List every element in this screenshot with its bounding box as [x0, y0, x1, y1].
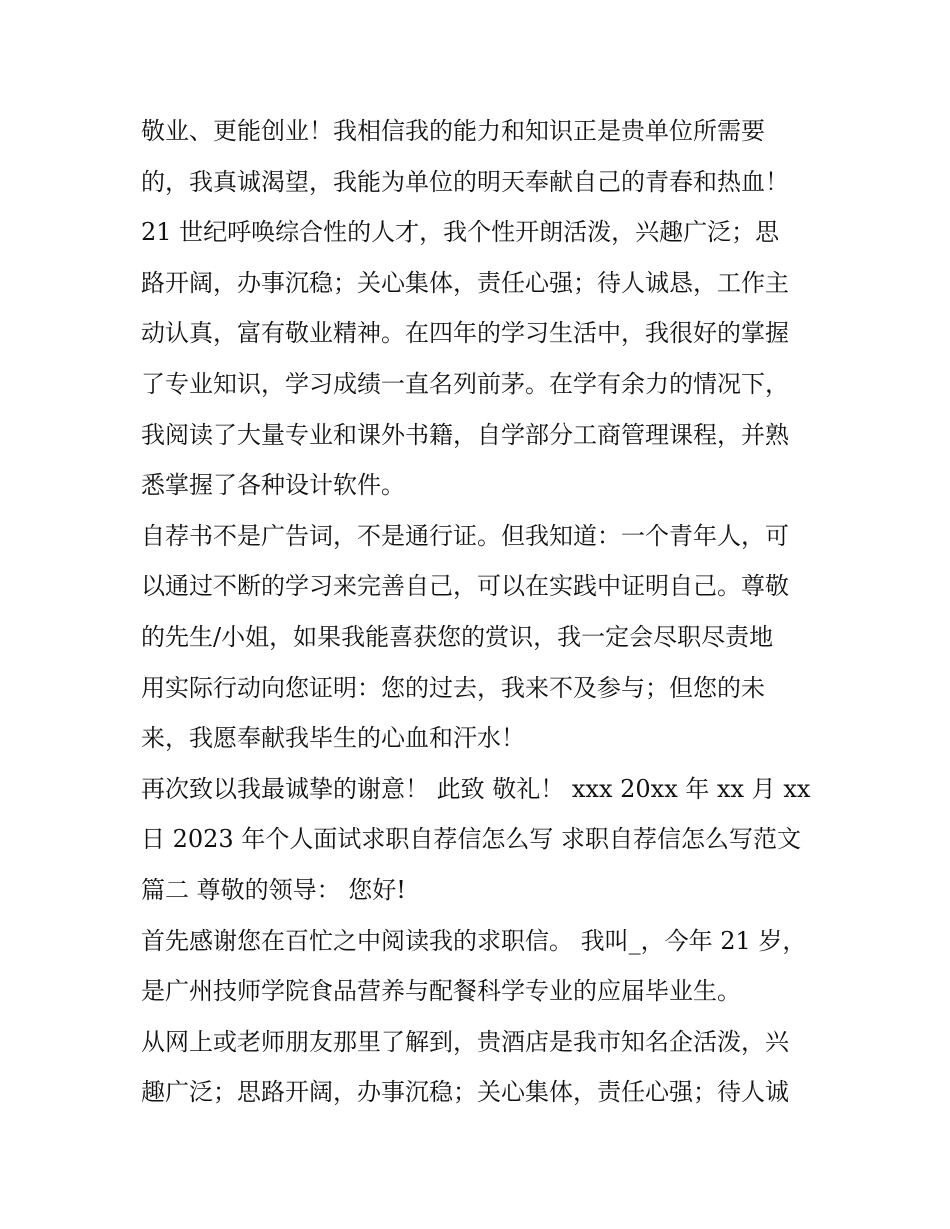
text-line: 了专业知识，学习成绩一直名列前茅。在学有余力的情况下， [141, 369, 789, 398]
text-line: 从网上或老师朋友那里了解到，贵酒店是我市知名企活泼，兴 [141, 1027, 789, 1056]
text-line: 首先感谢您在百忙之中阅读我的求职信。 我叫_，今年 21 岁， [141, 926, 807, 955]
text-line: 21 世纪呼唤综合性的人才，我个性开朗活泼，兴趣广泛；思 [141, 218, 780, 247]
text-line: 来，我愿奉献我毕生的心血和汗水！ [141, 724, 525, 753]
text-line: 篇二 尊敬的领导： 您好! [141, 875, 406, 904]
text-line: 再次致以我最诚挚的谢意！ 此致 敬礼！ xxx 20xx 年 xx 月 xx [141, 774, 811, 803]
text-line: 的，我真诚渴望，我能为单位的明天奉献自己的青春和热血！ [141, 167, 789, 196]
text-line: 趣广泛；思路开阔，办事沉稳；关心集体，责任心强；待人诚 [141, 1078, 789, 1107]
text-line: 敬业、更能创业！我相信我的能力和知识正是贵单位所需要 [141, 117, 765, 145]
text-line: 悉掌握了各种设计软件。 [141, 471, 405, 500]
text-line: 以通过不断的学习来完善自己，可以在实践中证明自己。尊敬 [141, 572, 789, 601]
text-line: 动认真，富有敬业精神。在四年的学习生活中，我很好的掌握 [141, 319, 789, 348]
text-line: 我阅读了大量专业和课外书籍，自学部分工商管理课程，并熟 [141, 420, 789, 449]
text-line: 自荐书不是广告词，不是通行证。但我知道：一个青年人，可 [141, 521, 789, 550]
text-line: 日 2023 年个人面试求职自荐信怎么写 求职自荐信怎么写范文 [141, 825, 801, 854]
letter-body [141, 106, 821, 1118]
text-line: 是广州技师学院食品营养与配餐科学专业的应届毕业生。 [141, 977, 741, 1006]
text-line: 路开阔，办事沉稳；关心集体，责任心强；待人诚恳，工作主 [141, 268, 789, 297]
text-line: 用实际行动向您证明：您的过去，我来不及参与；但您的未 [141, 673, 765, 702]
text-line: 的先生/小姐，如果我能喜获您的赏识，我一定会尽职尽责地 [141, 622, 774, 651]
